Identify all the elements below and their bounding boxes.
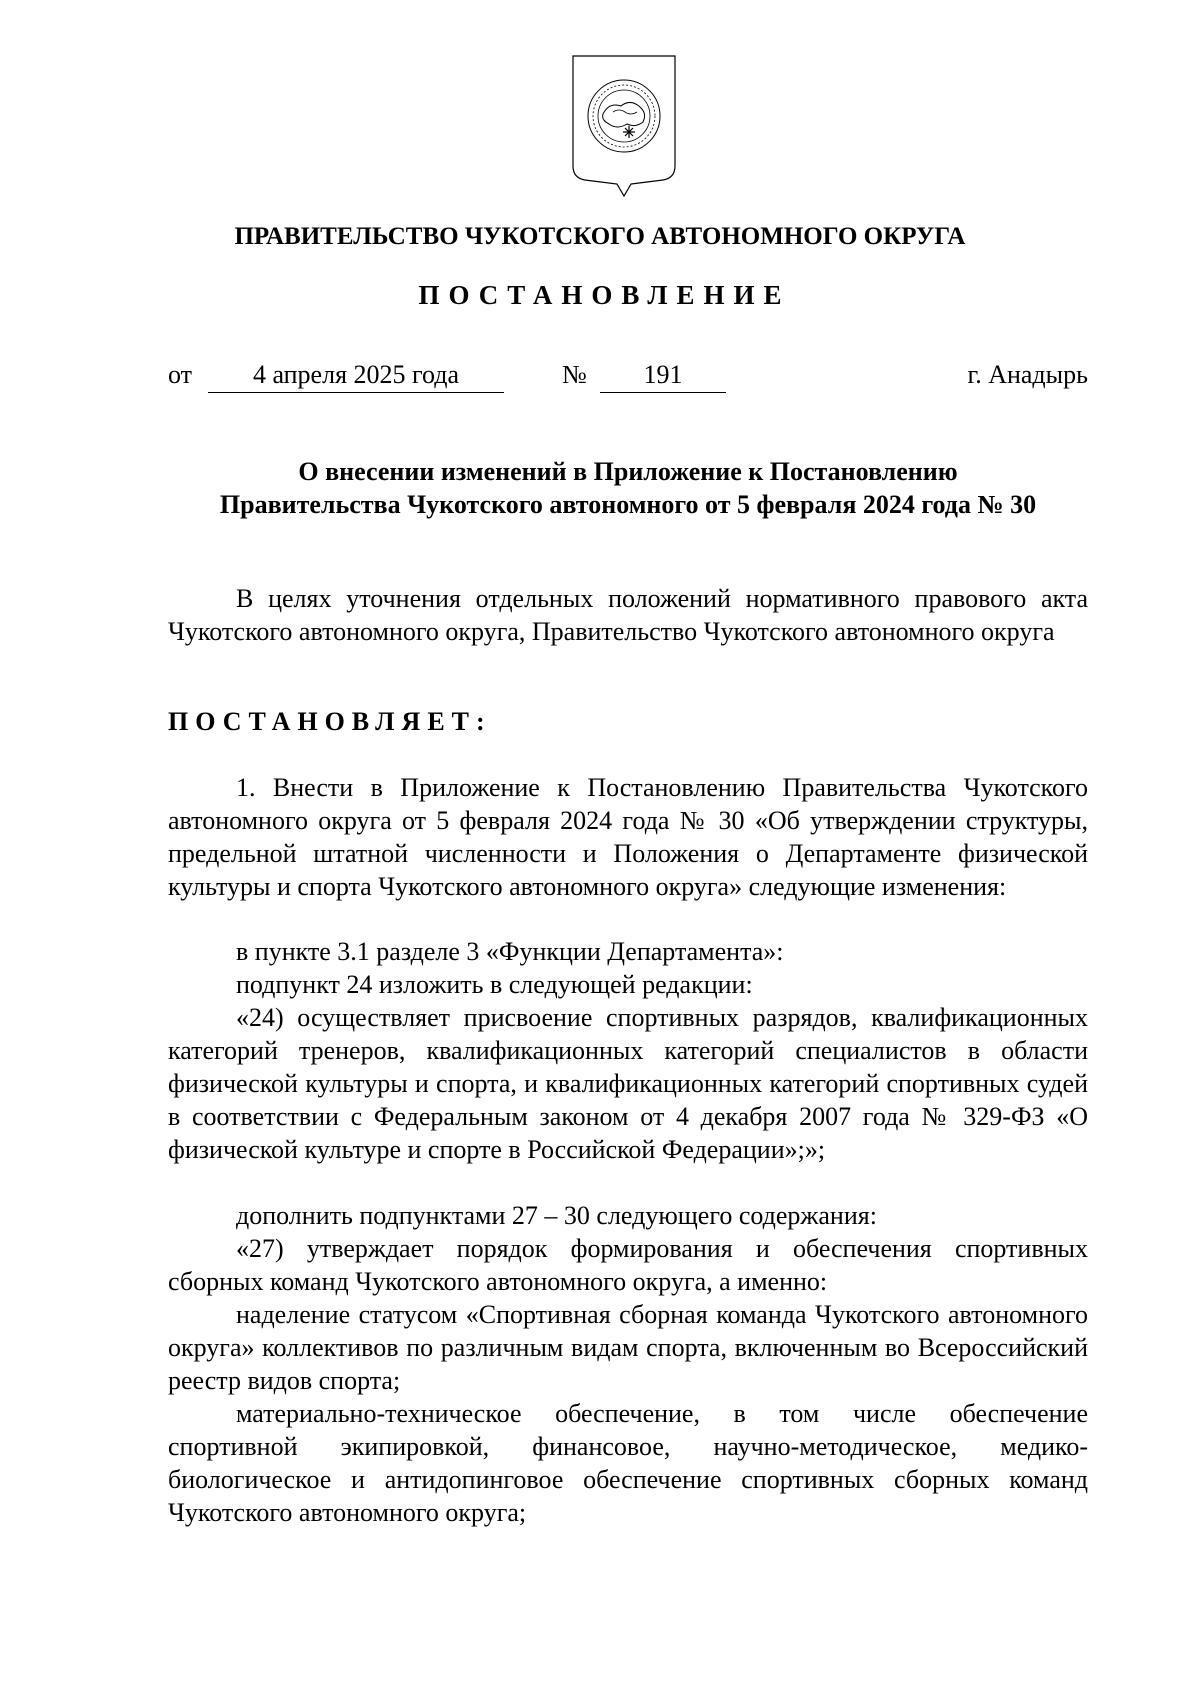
date-prefix: от — [168, 360, 193, 389]
paragraph-4: «24) осуществляет присвоение спортивных разрядов, квалификационных категорий тренеров, квалификационных категорий специалистов в области физической культуры и спорта, и квалификационных категорий спортивных судей в соответствии с Федеральным законом от 4 декабря 2007 года № 329-ФЗ «О физической культуре и спорте в Российской Федерации»;»; — [168, 1003, 1088, 1164]
document-date: 4 апреля 2025 года — [208, 358, 504, 393]
paragraph-5: дополнить подпунктами 27 – 30 следующего содержания: — [236, 1201, 877, 1230]
paragraph-7: наделение статусом «Спортивная сборная команда Чукотского автономного округа» коллективов по различным видам спорта, включенным во Всероссийский реестр видов спорта; — [168, 1300, 1088, 1395]
government-title: ПРАВИТЕЛЬСТВО ЧУКОТСКОГО АВТОНОМНОГО ОКРУГА — [234, 223, 966, 250]
resolves-heading: ПОСТАНОВЛЯЕТ: — [168, 707, 492, 736]
paragraph-2: в пункте 3.1 разделе 3 «Функции Департамента»: — [236, 937, 784, 966]
document-type-heading: ПОСТАНОВЛЕНИЕ — [418, 280, 791, 310]
document-number: 191 — [600, 358, 726, 393]
paragraph-1: 1. Внести в Приложение к Постановлению Правительства Чукотского автономного округа от 5 февраля 2024 года № 30 «Об утверждении структуры, предельной штатной численности и Положения о Департаменте физической культуры и спорта Чукотского автономного округа» следующие изменения: — [168, 773, 1088, 901]
paragraph-8: материально-техническое обеспечение, в том числе обеспечение спортивной экипировкой, финансовое, научно-методическое, медико-биологическое и антидопинговое обеспечение спортивных сборных команд Чукотского автономного округа; — [168, 1399, 1088, 1527]
place-of-issue: г. Анадырь — [967, 360, 1088, 389]
paragraph-3: подпункт 24 изложить в следующей редакции: — [236, 970, 753, 999]
paragraph-6: «27) утверждает порядок формирования и обеспечения спортивных сборных команд Чукотского автономного округа, а именно: — [168, 1234, 1088, 1296]
preamble-paragraph: В целях уточнения отдельных положений нормативного правового акта Чукотского автономного округа, Правительство Чукотского автономного округа — [168, 584, 1088, 646]
subject-line-1: О внесении изменений в Приложение к Постановлению — [298, 457, 958, 486]
coat-of-arms-emblem — [571, 54, 677, 202]
subject-line-2: Правительства Чукотского автономного от 5 февраля 2024 года № 30 — [219, 490, 1037, 519]
document-subject — [168, 455, 1088, 521]
number-prefix: № — [562, 360, 587, 389]
